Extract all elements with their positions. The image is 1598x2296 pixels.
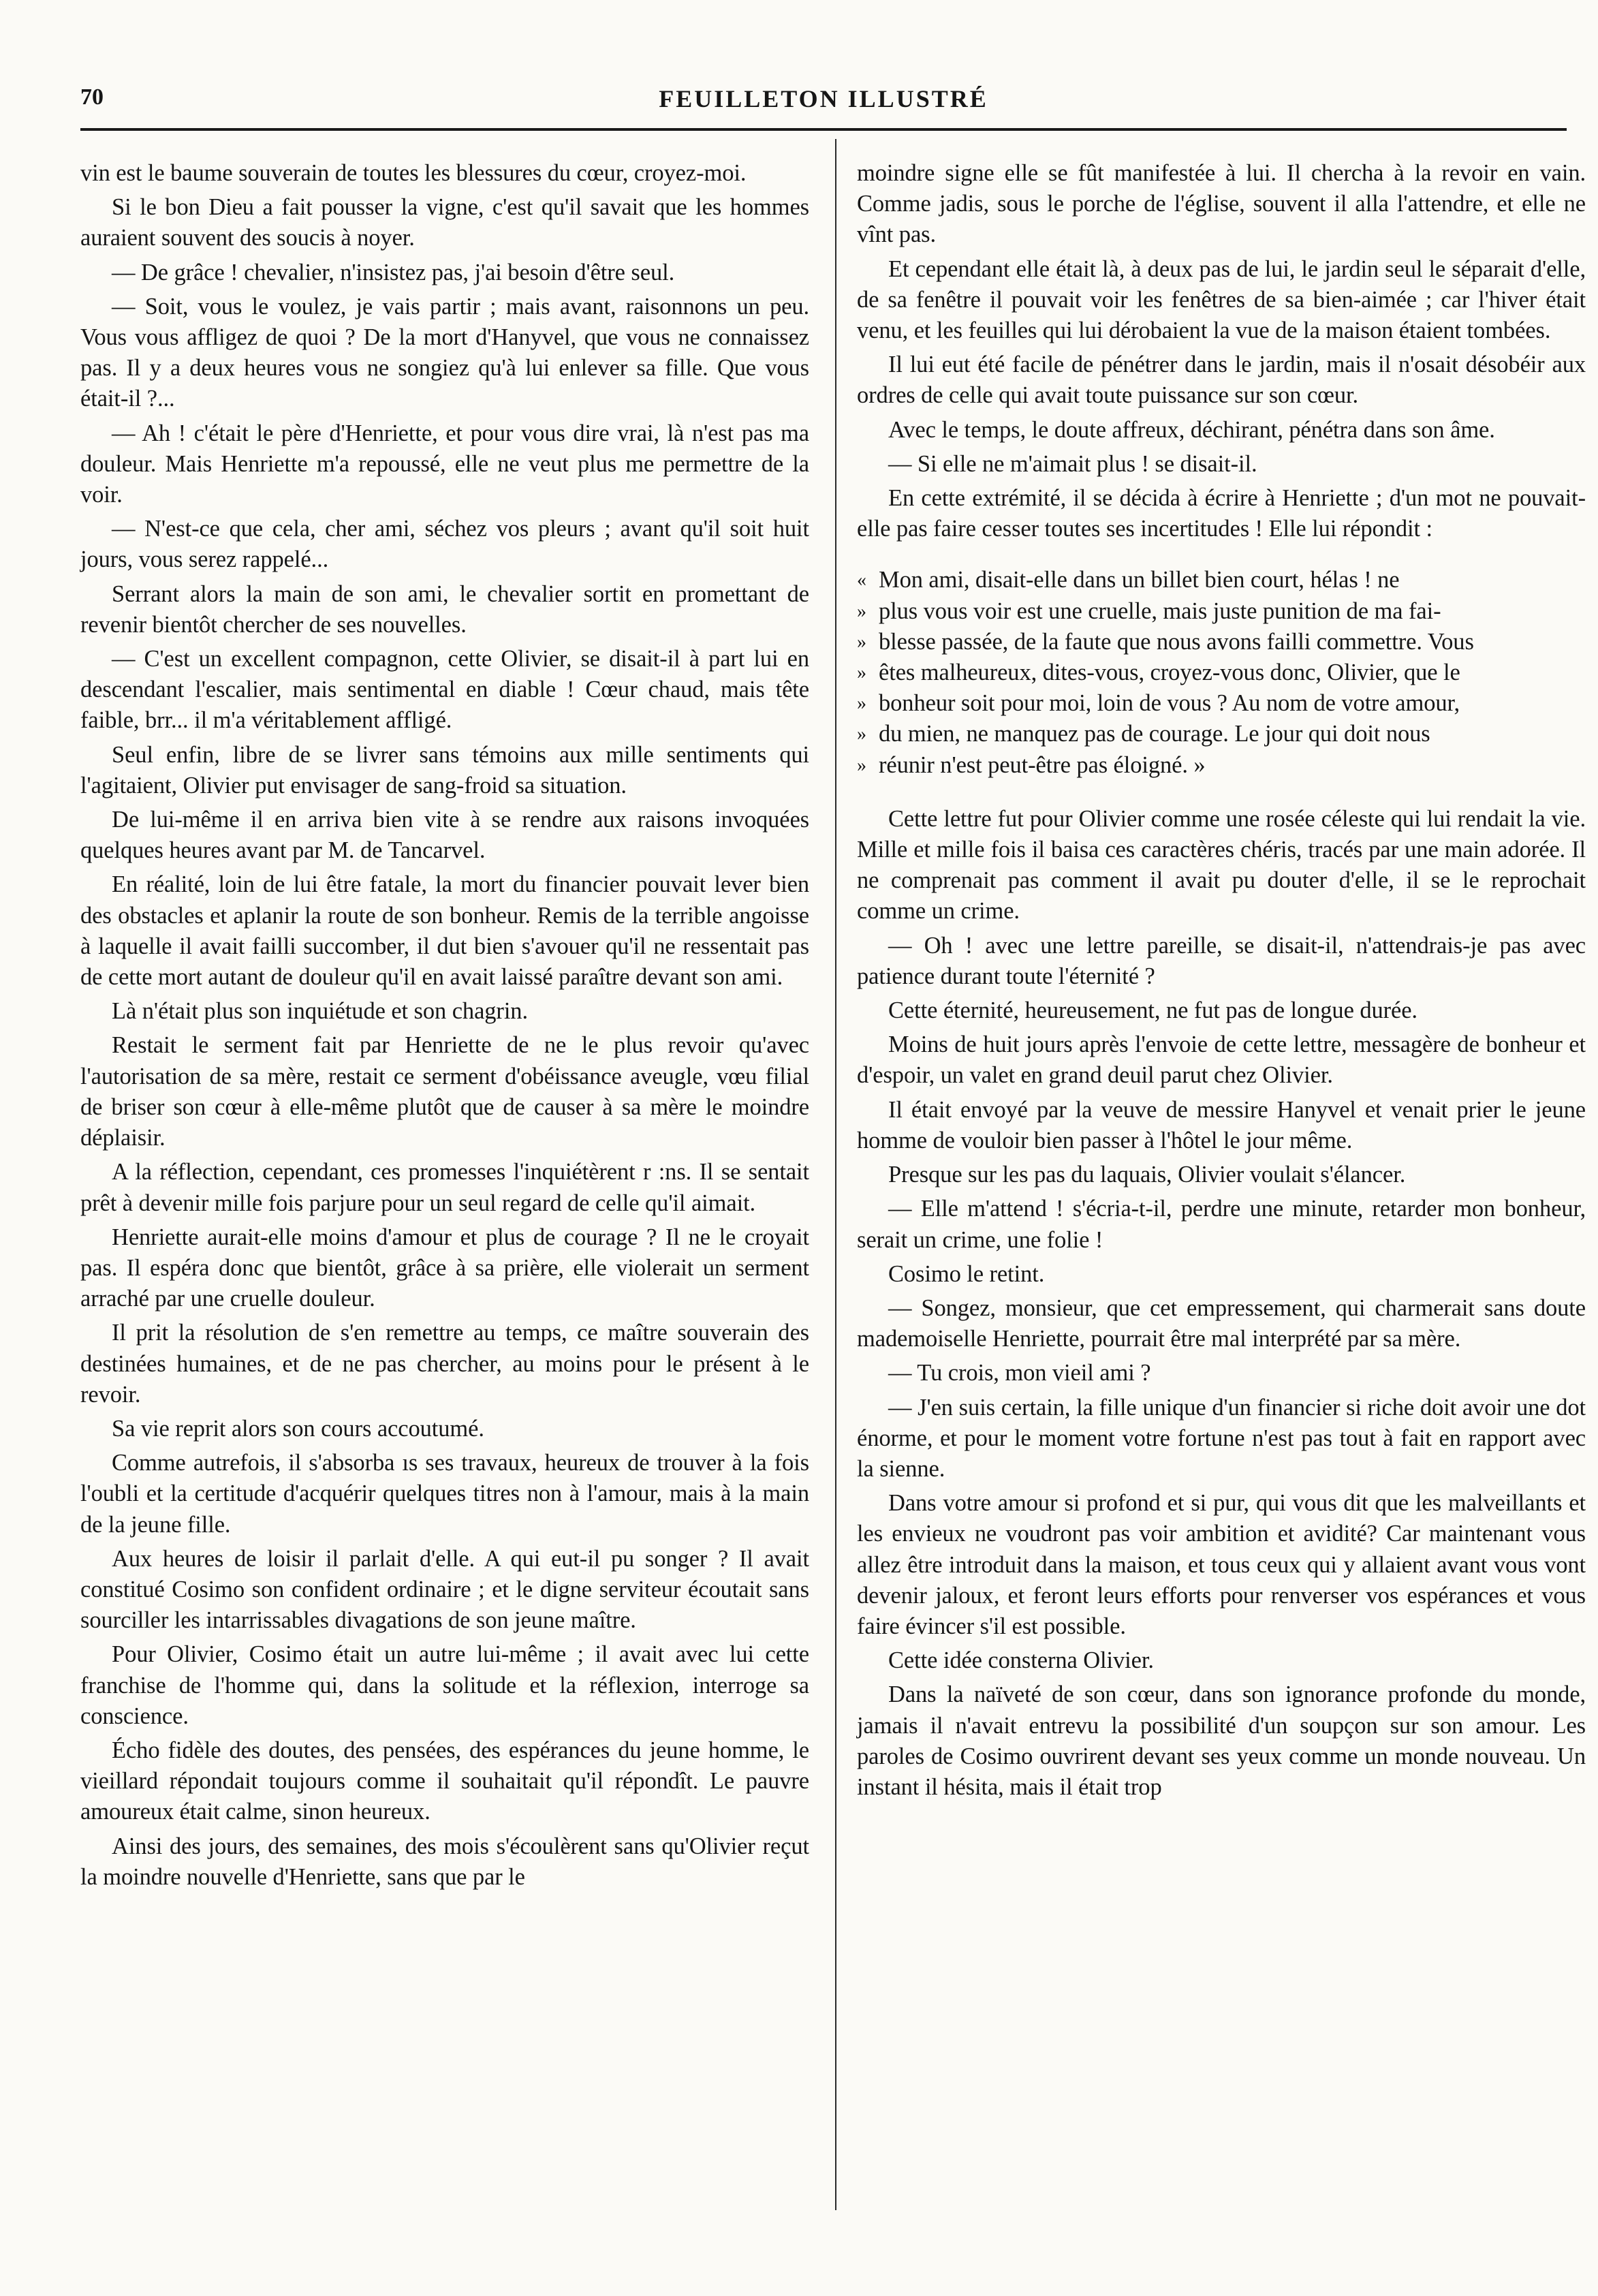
paragraph: Presque sur les pas du laquais, Olivier voulait s'élancer. — [888, 1162, 1406, 1188]
paragraph: Si le bon Dieu a fait pousser la vigne, c'est qu'il savait que les hommes auraient souvent des soucis à noyer. — [80, 194, 809, 251]
paragraph: Dans la naïveté de son cœur, dans son ignorance profonde du monde, jamais il n'avait entrevu la possibilité d'un soupçon sur son amour. Les paroles de Cosimo ouvrirent devant ses yeux comme un monde nouveau. Un instant il hésita, mais il était trop — [857, 1681, 1586, 1800]
paragraph: Il prit la résolution de s'en remettre au temps, ce maître souverain des destinées humaines, et de ne pas chercher, au moins pour le présent à le revoir. — [80, 1320, 809, 1408]
paragraph: A la réflection, cependant, ces promesses l'inquiétèrent r :ns. Il se sentait prêt à devenir mille fois parjure pour un seul regard de celle qu'il aimait. — [80, 1159, 809, 1216]
paragraph: Comme autrefois, il s'absorba ıs ses travaux, heureux de trouver à la fois l'oubli et la certitude d'acquérir quelques titres non à l'amour, mais à la main de la jeune fille. — [80, 1450, 809, 1538]
paragraph: Écho fidèle des doutes, des pensées, des espérances du jeune homme, le vieillard répondait toujours comme il souhaitait qu'il répondît. Le pauvre amoureux était calme, sinon heureux. — [80, 1737, 809, 1825]
paragraph: Avec le temps, le doute affreux, déchirant, pénétra dans son âme. — [888, 416, 1495, 443]
letter-line — [857, 719, 1586, 749]
paragraph: — Tu crois, mon vieil ami ? — [888, 1360, 1151, 1386]
letter-line-text: plus vous voir est une cruelle, mais juste punition de ma fai- — [879, 598, 1441, 624]
paragraph: Et cependant elle était là, à deux pas de lui, le jardin seul le séparait d'elle, de sa fenêtre il pouvait voir les fenêtres de sa bien-aimée ; car l'hiver était venu, et les feuilles qui lui dérobaient la vue de la maison étaient tombées. — [857, 255, 1586, 344]
letter-line — [857, 657, 1586, 688]
paragraph: — Songez, monsieur, que cet empressement, qui charmerait sans doute mademoiselle Henriette, pourrait être mal interprété par sa mère. — [857, 1294, 1586, 1352]
paragraph: Cosimo le retint. — [888, 1260, 1045, 1287]
quote-mark: » — [857, 662, 866, 684]
paragraph: — Soit, vous le voulez, je vais partir ; mais avant, raisonnons un peu. Vous vous affligez de quoi ? De la mort d'Hanyvel, que vous ne connaissez pas. Il y a deux heures vous ne songiez qu'à lui enlever sa fille. Que vous était-il ?... — [80, 293, 809, 412]
letter-line — [857, 596, 1586, 627]
running-title: FEUILLETON ILLUSTRÉ — [659, 85, 988, 112]
paragraph: Il était envoyé par la veuve de messire Hanyvel et venait prier le jeune homme de vouloir bien passer à l'hôtel le jour même. — [857, 1096, 1586, 1153]
paragraph: Cette idée consterna Olivier. — [888, 1647, 1154, 1674]
page-header — [80, 80, 1567, 125]
letter-line-text: Mon ami, disait-elle dans un billet bien court, hélas ! ne — [879, 567, 1400, 593]
paragraph: Seul enfin, libre de se livrer sans témoins aux mille sentiments qui l'agitaient, Olivier put envisager de sang-froid sa situation. — [80, 741, 809, 798]
paragraph: De lui-même il en arriva bien vite à se rendre aux raisons invoquées quelques heures avant par M. de Tancarvel. — [80, 807, 809, 864]
quote-mark: » — [857, 724, 866, 745]
page-number: 70 — [80, 84, 104, 110]
paragraph: Pour Olivier, Cosimo était un autre lui-même ; il avait avec lui cette franchise de l'homme qui, dans la solitude et la réflexion, interroge sa conscience. — [80, 1641, 809, 1729]
paragraph: — Si elle ne m'aimait plus ! se disait-il. — [888, 450, 1257, 477]
right-column — [857, 158, 1586, 1806]
paragraph: Moins de huit jours après l'envoie de cette lettre, messagère de bonheur et d'espoir, un valet en grand deuil parut chez Olivier. — [857, 1031, 1586, 1089]
letter-line — [857, 688, 1586, 719]
paragraph: — C'est un excellent compagnon, cette Olivier, se disait-il à part lui en descendant l'escalier, mais sentimental en diable ! Cœur chaud, mais tête faible, brr... il m'a véritablement affligé. — [80, 646, 809, 734]
paragraph: Ainsi des jours, des semaines, des mois s'écoulèrent sans qu'Olivier reçut la moindre nouvelle d'Henriette, sans que par le — [80, 1833, 809, 1890]
paragraph: Sa vie reprit alors son cours accoutumé. — [112, 1415, 484, 1442]
paragraph: — J'en suis certain, la fille unique d'un financier si riche doit avoir une dot énorme, et pour le moment votre fortune n'est pas tout à fait en rapport avec la sienne. — [857, 1394, 1586, 1482]
paragraph: Là n'était plus son inquiétude et son chagrin. — [112, 998, 528, 1025]
quote-mark: » — [857, 600, 866, 622]
paragraph: En cette extrémité, il se décida à écrire à Henriette ; d'un mot ne pouvait-elle pas faire cesser toutes ses incertitudes ! Elle lui répondit : — [857, 485, 1586, 542]
quote-mark: » — [857, 693, 866, 715]
quote-mark: » — [857, 631, 866, 653]
letter-line-text: du mien, ne manquez pas de courage. Le jour qui doit nous — [879, 721, 1430, 747]
paragraph: Restait le serment fait par Henriette de ne le plus revoir qu'avec l'autorisation de sa mère, restait ce serment d'obéissance aveugle, vœu filial de briser son cœur à elle-même plutôt que de causer à sa mère le moindre déplaisir. — [80, 1032, 809, 1151]
paragraph: — Elle m'attend ! s'écria-t-il, perdre une minute, retarder mon bonheur, serait un crime, une folie ! — [857, 1196, 1586, 1253]
paragraph: Cette lettre fut pour Olivier comme une rosée céleste qui lui rendait la vie. Mille et mille fois il baisa ces caractères chéris, tracés par une main adorée. Il ne comprenait pas comment il avait pu douter d'elle, il se le reprochait comme un crime. — [857, 805, 1586, 925]
letter-line-text: êtes malheureux, dites-vous, croyez-vous donc, Olivier, que le — [879, 660, 1460, 686]
paragraph: Cette éternité, heureusement, ne fut pas de longue durée. — [888, 997, 1417, 1024]
letter-line — [857, 627, 1586, 657]
letter-line-text: blesse passée, de la faute que nous avons failli commettre. Vous — [879, 628, 1474, 655]
paragraph: Henriette aurait-elle moins d'amour et plus de courage ? Il ne le croyait pas. Il espéra donc que bientôt, grâce à sa prière, elle violerait un serment arraché par une cruelle douleur. — [80, 1224, 809, 1312]
header-rule — [80, 128, 1567, 131]
paragraph: vin est le baume souverain de toutes les blessures du cœur, croyez-moi. — [80, 160, 747, 186]
paragraph: — Oh ! avec une lettre pareille, se disait-il, n'attendrais-je pas avec patience durant toute l'éternité ? — [857, 932, 1586, 989]
column-divider — [835, 139, 836, 2210]
paragraph: moindre signe elle se fût manifestée à lui. Il chercha à la revoir en vain. Comme jadis, sous le porche de l'église, souvent il alla l'attendre, et elle ne vînt pas. — [857, 160, 1586, 248]
paragraph: En réalité, loin de lui être fatale, la mort du financier pouvait lever bien des obstacles et aplanir la route de son bonheur. Remis de la terrible angoisse à laquelle il avait failli succomber, il dut bien s'avouer qu'il ne ressentait pas de cette mort autant de douleur qu'il en avait laissé paraître devant son ami. — [80, 871, 809, 991]
left-column — [80, 158, 809, 1896]
letter-line — [857, 565, 1586, 595]
paragraph: Il lui eut été facile de pénétrer dans le jardin, mais il n'osait désobéir aux ordres de celle qui avait toute puissance sur son cœur. — [857, 352, 1586, 409]
quoted-letter — [857, 565, 1586, 780]
quote-mark: » — [857, 754, 866, 776]
paragraph: — Ah ! c'était le père d'Henriette, et pour vous dire vrai, là n'est pas ma douleur. Mais Henriette m'a repoussé, elle ne veut plus me permettre de la voir. — [80, 420, 809, 508]
letter-line-text: bonheur soit pour moi, loin de vous ? Au nom de votre amour, — [879, 690, 1460, 717]
paragraph: — N'est-ce que cela, cher ami, séchez vos pleurs ; avant qu'il soit huit jours, vous serez rappelé... — [80, 516, 809, 573]
paragraph: Aux heures de loisir il parlait d'elle. A qui eut-il pu songer ? Il avait constitué Cosimo son confident ordinaire ; et le digne serviteur écoutait sans sourciller les intarrissables divagations de son jeune maître. — [80, 1545, 809, 1634]
quote-mark: « — [857, 570, 866, 591]
paragraph: — De grâce ! chevalier, n'insistez pas, j'ai besoin d'être seul. — [112, 259, 675, 285]
letter-line — [857, 750, 1586, 781]
paragraph: Serrant alors la main de son ami, le chevalier sortit en promettant de revenir bientôt chercher de ses nouvelles. — [80, 580, 809, 638]
letter-line-text: réunir n'est peut-être pas éloigné. » — [879, 751, 1206, 778]
paragraph: Dans votre amour si profond et si pur, qui vous dit que les malveillants et les envieux ne voudront pas voir ambition et avidité? Car maintenant vous allez être introduit dans la maison, et tous ceux qui y allaient avant vous vont devenir jaloux, et feront leurs efforts pour renverser vos espérances et vous faire évincer s'il est possible. — [857, 1490, 1586, 1639]
